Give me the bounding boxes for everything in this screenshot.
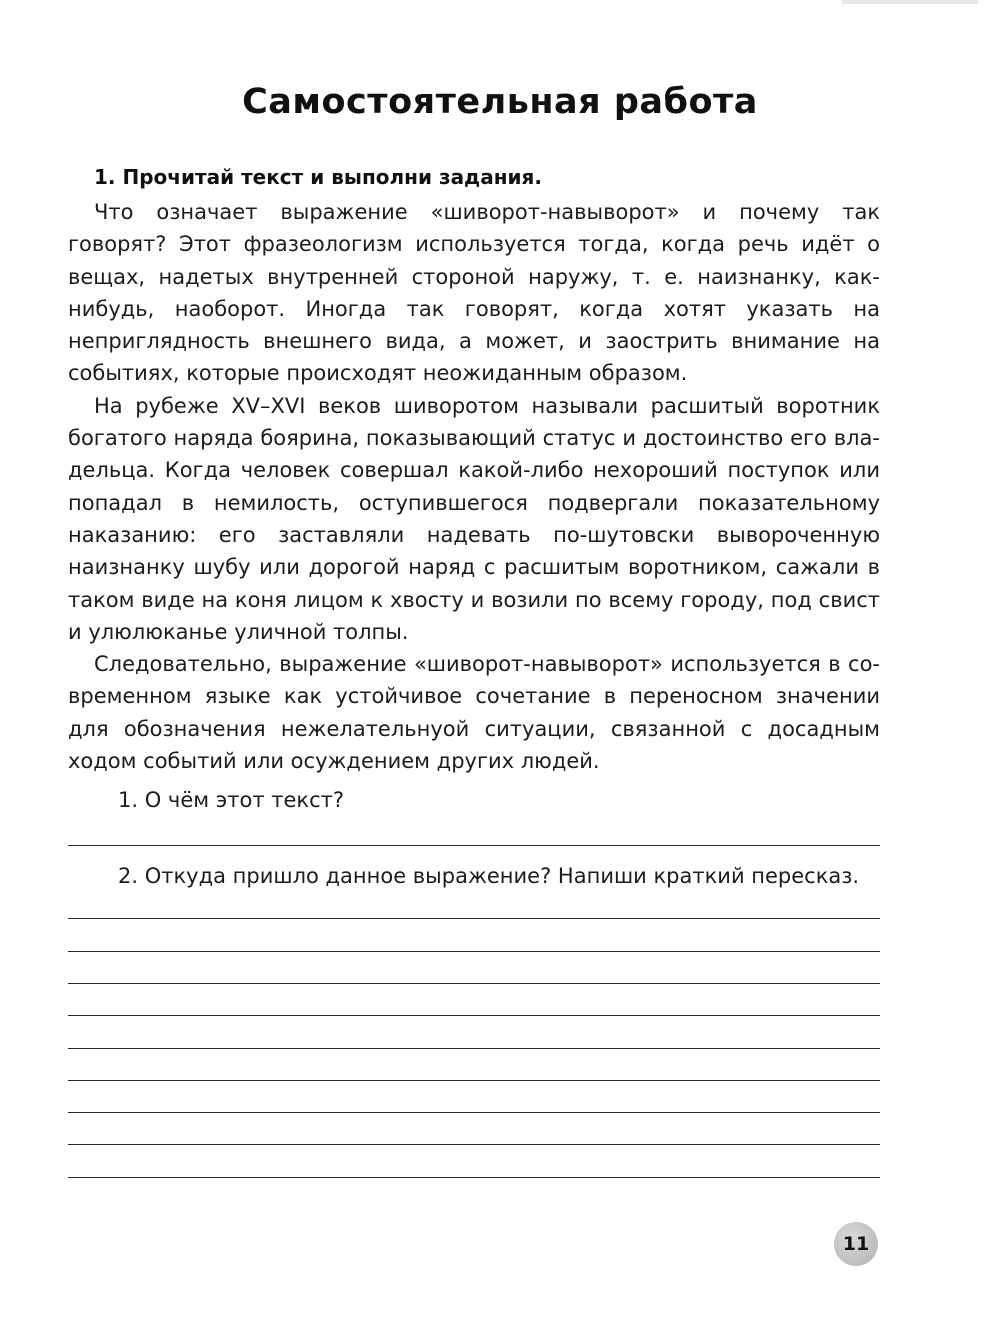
task-heading: 1. Прочитай текст и выполни задания. <box>94 165 542 189</box>
question-2: 2. Откуда пришло данное выражение? Напиши краткий пересказ. <box>118 864 860 888</box>
reading-text <box>68 196 880 777</box>
answer-line-q2-3[interactable] <box>68 983 880 984</box>
answer-line-q2-7[interactable] <box>68 1112 880 1113</box>
answer-line-q2-5[interactable] <box>68 1048 880 1049</box>
page-title: Самостоятельная работа <box>242 82 758 122</box>
answer-line-q2-1[interactable] <box>68 918 880 919</box>
answer-line-q2-2[interactable] <box>68 951 880 952</box>
page-number-badge: 11 <box>834 1222 878 1266</box>
answer-line-q1[interactable] <box>68 845 880 846</box>
text-paragraph-1: Что означает выражение «шиворот-навыворот» и почему так говорят? Этот фразеологизм используется тогда, когда речь идёт о вещах, надетых внутренней стороной наружу, т. е. наизнанку, как-нибудь, наоборот. Иногда так говорят, когда хотят указать на неприглядность внешнего вида, а может, и заострить внимание на событиях, которые происходят неожиданным образом. <box>68 200 880 386</box>
answer-line-q2-9[interactable] <box>68 1177 880 1178</box>
answer-line-q2-6[interactable] <box>68 1080 880 1081</box>
question-1: 1. О чём этот текст? <box>118 788 345 812</box>
answer-line-q2-4[interactable] <box>68 1015 880 1016</box>
text-paragraph-3: Следовательно, выражение «шиворот-навыворот» используется в современном языке как устойчивое сочетание в переносном значении для обозначения нежелательнуой ситуации, связанной с досадным ходом событий или осуждением других людей. <box>68 652 880 774</box>
answer-line-q2-8[interactable] <box>68 1144 880 1145</box>
page-top-edge <box>842 0 978 4</box>
text-paragraph-2: На рубеже XV–XVI веков шиворотом называли расшитый воротник богатого наряда боярина, показывающий статус и достоинство его владельца. Когда человек совершал какой-либо нехороший поступок или попадал в немилость, оступившегося подвергали показательному наказанию: его заставляли надевать по-шутовски вывороченную наизнанку шубу или дорогой наряд с расшитым воротником, сажали в таком виде на коня лицом к хвосту и возили по всему городу, под свист и улюлюканье уличной толпы. <box>68 393 880 644</box>
